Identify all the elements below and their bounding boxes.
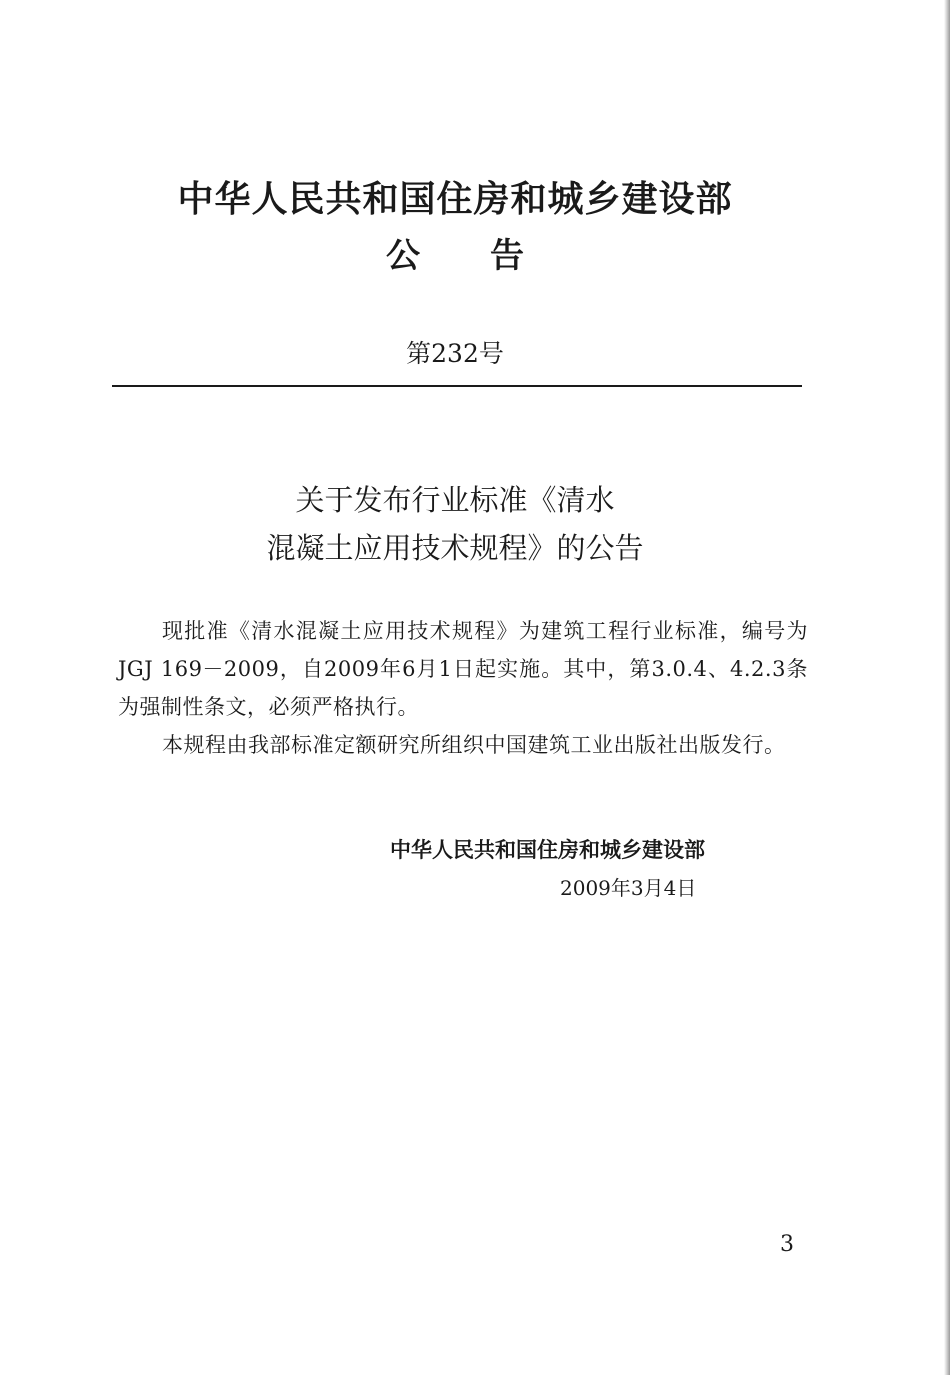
notice-title-line-1: 关于发布行业标准《清水 bbox=[295, 483, 615, 517]
notice-number: 第232号 bbox=[406, 339, 504, 368]
notice-body bbox=[118, 612, 808, 764]
notice-title-line-2: 混凝土应用技术规程》的公告 bbox=[266, 531, 644, 565]
notice-heading: 公告 bbox=[386, 236, 594, 276]
ministry-heading: 中华人民共和国住房和城乡建设部 bbox=[177, 179, 733, 220]
page-number: 3 bbox=[780, 1232, 794, 1257]
signature-organization: 中华人民共和国住房和城乡建设部 bbox=[390, 838, 705, 862]
header-divider bbox=[112, 385, 802, 387]
body-paragraph-1: 现批准《清水混凝土应用技术规程》为建筑工程行业标准，编号为JGJ 169－2009，自2009年6月1日起实施。其中，第3.0.4、4.2.3条为强制性条文，必须严格执行。 bbox=[118, 619, 808, 719]
body-paragraph-2: 本规程由我部标准定额研究所组织中国建筑工业出版社出版发行。 bbox=[162, 733, 786, 757]
notice-title bbox=[0, 476, 910, 572]
scan-edge-shadow bbox=[944, 0, 950, 1375]
signature-date: 2009年3月4日 bbox=[560, 876, 697, 900]
